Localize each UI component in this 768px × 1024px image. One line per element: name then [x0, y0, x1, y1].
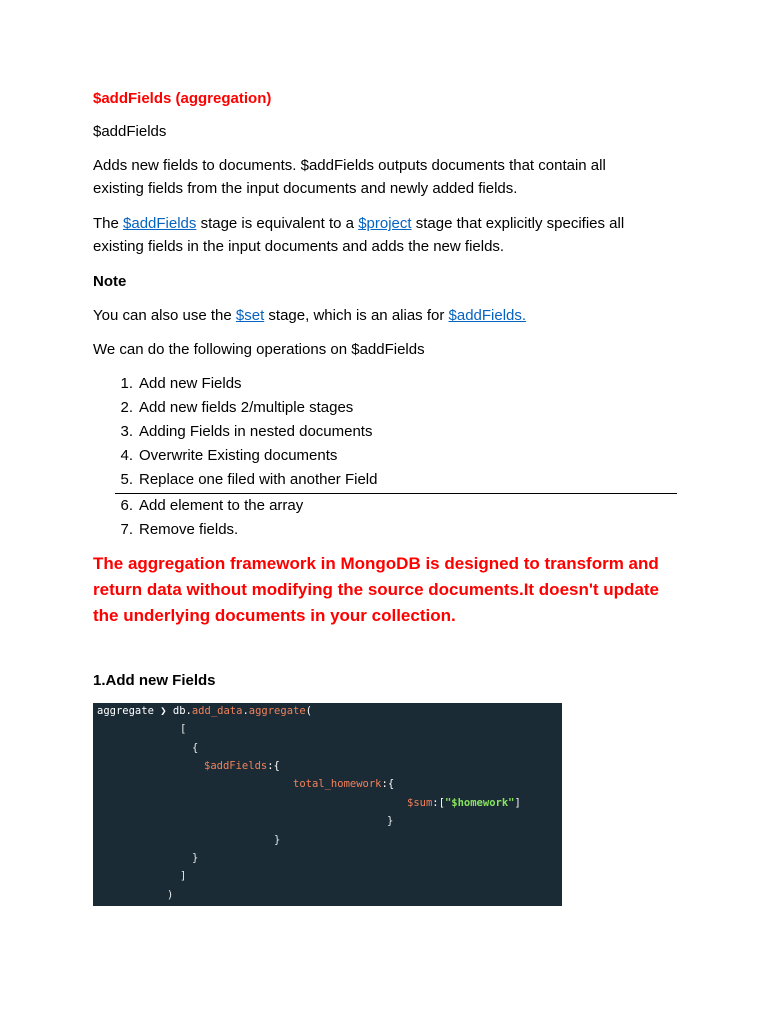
list-item: 7. Remove fields.	[120, 521, 239, 538]
section-heading: 1.Add new Fields	[93, 672, 216, 689]
code-line-9: }	[192, 852, 199, 864]
set-link[interactable]: $set	[235, 307, 265, 324]
warning-line-3: the underlying documents in your collection.	[93, 606, 456, 625]
code-line-5: total_homework:{	[293, 778, 395, 790]
addfields-alias-link[interactable]: $addFields.	[448, 307, 527, 324]
warning-line-1: The aggregation framework in MongoDB is designed to transform and	[93, 554, 659, 573]
equivalence-line-1	[93, 212, 683, 235]
equiv-mid: stage is equivalent to a	[196, 215, 359, 232]
code-line-7: }	[387, 815, 394, 827]
code-line-10: ]	[180, 870, 187, 882]
code-line-8: }	[274, 834, 281, 846]
warning-paragraph	[93, 551, 683, 629]
intro-line-2: existing fields from the input documents and newly added fields.	[93, 180, 518, 197]
collection-name: add_data	[191, 705, 243, 717]
code-line-1: aggregate ❯ db.add_data.aggregate(	[97, 705, 312, 717]
code-line-4: $addFields:{	[204, 760, 280, 772]
alias-mid: stage, which is an alias for	[264, 307, 449, 324]
code-line-11: )	[167, 889, 174, 901]
prompt-arrow-icon: ❯	[160, 705, 167, 717]
warning-line-2: return data without modifying the source documents.It doesn't update	[93, 580, 660, 599]
alias-paragraph	[93, 304, 683, 327]
list-item: 3. Adding Fields in nested documents	[120, 423, 373, 440]
alias-pre: You can also use the	[93, 307, 236, 324]
intro-line-1: Adds new fields to documents. $addFields outputs documents that contain all	[93, 157, 606, 174]
note-label: Note	[93, 273, 127, 290]
equiv-post: stage that explicitly specifies all	[411, 215, 625, 232]
list-item: 4. Overwrite Existing documents	[120, 447, 338, 464]
subtitle: $addFields	[93, 123, 167, 140]
equivalence-paragraph	[93, 212, 683, 258]
code-screenshot	[93, 703, 562, 906]
operations-intro: We can do the following operations on $addFields	[93, 341, 425, 358]
code-line-3: {	[192, 742, 199, 754]
list-item: 2. Add new fields 2/multiple stages	[120, 399, 354, 416]
horizontal-divider	[115, 493, 677, 494]
intro-paragraph	[93, 154, 683, 200]
page-title: $addFields (aggregation)	[93, 90, 272, 107]
list-item: 5. Replace one filed with another Field	[120, 471, 378, 488]
list-item: 6. Add element to the array	[120, 497, 304, 514]
code-line-6: $sum:["$homework"]	[407, 797, 521, 809]
equiv-pre: The	[93, 215, 124, 232]
equivalence-line-2: existing fields in the input documents and adds the new fields.	[93, 238, 505, 255]
operations-list	[93, 372, 683, 542]
code-line-2: [	[180, 723, 187, 735]
list-item: 1. Add new Fields	[120, 375, 242, 392]
method-name: aggregate	[248, 705, 306, 717]
shell-prompt: aggregate	[97, 705, 154, 717]
addfields-link[interactable]: $addFields	[123, 215, 197, 232]
project-link[interactable]: $project	[358, 215, 412, 232]
